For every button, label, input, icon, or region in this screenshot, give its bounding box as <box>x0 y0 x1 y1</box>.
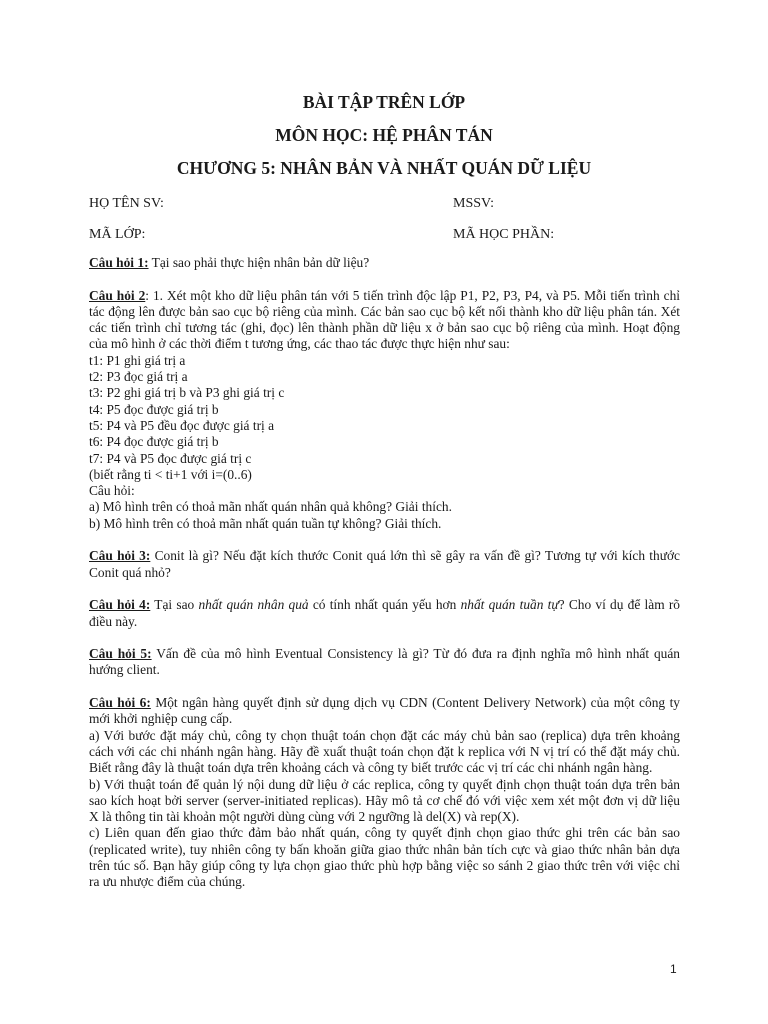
question-6 <box>89 695 680 728</box>
q2-question-heading: Câu hỏi: <box>89 483 135 499</box>
course-title: MÔN HỌC: HỆ PHÂN TÁN <box>275 125 493 145</box>
q2-note: (biết rằng ti < ti+1 với i=(0..6) <box>89 466 252 482</box>
question-4-text: ? Cho ví dụ để làm rõ điều này. <box>89 597 680 629</box>
question-5 <box>89 646 680 679</box>
question-6-intro: Một ngân hàng quyết định sử dụng dịch vụ CDN (Content Delivery Network) của một công ty mới khởi nghiệp cung cấp. <box>89 695 680 727</box>
questions-content <box>89 255 680 891</box>
question-1 <box>89 255 680 271</box>
question-4-label: Câu hỏi 4: <box>89 597 151 613</box>
question-4-text: có tính nhất quán yếu hơn <box>308 597 461 613</box>
question-3 <box>89 548 680 581</box>
q2-step: t7: P4 và P5 đọc được giá trị c <box>89 450 252 466</box>
question-4-emphasis: nhất quán nhân quả <box>198 597 309 613</box>
q2-step: t3: P2 ghi giá trị b và P3 ghi giá trị c <box>89 385 285 401</box>
question-1-text: Tại sao phải thực hiện nhân bản dữ liệu? <box>148 255 370 270</box>
q2-step: t2: P3 đọc giá trị a <box>89 369 188 385</box>
q6-part-a: a) Với bước đặt máy chủ, công ty chọn thuật toán chọn đặt các máy chủ bản sao (replica) dựa trên khoảng cách với các chi nhánh ngân hàng. Hãy đề xuất thuật toán chọn đặt k replica với N vị trí có thể đặt máy chủ. Biết rằng đây là thuật toán dựa trên khoảng cách và công ty biết trước các vị trí các chi nhánh ngân hàng. <box>89 727 680 776</box>
question-3-label: Câu hỏi 3: <box>89 548 151 564</box>
question-2-intro: : 1. Xét một kho dữ liệu phân tán với 5 tiến trình độc lập P1, P2, P3, P4, và P5. Mỗi tiến trình chỉ tác động lên được bản sao cục bộ riêng của mình. Các bản sao cục bộ kết nối thành kho dữ liệu phân tán. Xét các tiến trình chỉ tương tác (ghi, đọc) lên thành phần dữ liệu x ở bản sao cục bộ riêng của mình. Hoạt động của mô hình ở các thời điểm t tương ứng, các thao tác được thực hiện như sau: <box>89 287 680 352</box>
question-4-text: Tại sao <box>150 597 199 613</box>
question-5-text: Vấn đề của mô hình Eventual Consistency là gì? Từ đó đưa ra định nghĩa mô hình nhất quán hướng client. <box>89 646 680 678</box>
course-code-field: MÃ HỌC PHẦN: <box>453 227 555 242</box>
question-4 <box>89 597 680 630</box>
question-5-label: Câu hỏi 5: <box>89 646 152 662</box>
student-name-field: HỌ TÊN SV: <box>89 196 164 211</box>
class-code-field: MÃ LỚP: <box>89 227 146 242</box>
q2-step: t6: P4 đọc được giá trị b <box>89 434 219 450</box>
question-6-label: Câu hỏi 6: <box>89 695 151 711</box>
q2-step: t1: P1 ghi giá trị a <box>89 352 186 368</box>
question-3-text: Conit là gì? Nếu đặt kích thước Conit quá lớn thì sẽ gây ra vấn đề gì? Tương tự với kích thước Conit quá nhỏ? <box>89 548 680 580</box>
question-2 <box>89 288 680 353</box>
q2-subquestion-b: b) Mô hình trên có thoả mãn nhất quán tuần tự không? Giải thích. <box>89 515 442 531</box>
q2-step: t4: P5 đọc được giá trị b <box>89 401 219 417</box>
page-number: 1 <box>670 962 677 976</box>
doc-title: BÀI TẬP TRÊN LỚP <box>302 92 466 112</box>
chapter-title: CHƯƠNG 5: NHÂN BẢN VÀ NHẤT QUÁN DỮ LIỆU <box>176 158 592 178</box>
question-1-label: Câu hỏi 1: <box>89 255 149 270</box>
student-id-field: MSSV: <box>453 196 494 211</box>
question-4-emphasis: nhất quán tuần tự <box>460 597 559 613</box>
q2-step: t5: P4 và P5 đều đọc được giá trị a <box>89 417 275 433</box>
q2-subquestion-a: a) Mô hình trên có thoả mãn nhất quán nhân quả không? Giải thích. <box>89 499 452 515</box>
q6-part-c: c) Liên quan đến giao thức đảm bảo nhất quán, công ty quyết định chọn giao thức ghi trên các bản sao (replicated write), tuy nhiên công ty bấn khoăn giữa giao thức nhân bản tích cực và giao thức nhân bản dựa trên túc số. Bạn hãy giúp công ty lựa chọn giao thức phù hợp bằng việc so sánh 2 giao thức trên với việc chỉ ra ưu nhược điểm của chúng. <box>89 825 680 890</box>
q6-part-b: b) Với thuật toán để quản lý nội dung dữ liệu ở các replica, công ty quyết định chọn thuật toán dựa trên bản sao kích hoạt bởi server (server-initiated replicas). Hãy mô tả cơ chế đó với việc xem xét một đơn vị dữ liệu X là thông tin tài khoản một người dùng cùng với 2 ngưỡng là del(X) và rep(X). <box>89 776 680 825</box>
question-2-label: Câu hỏi 2 <box>89 287 146 303</box>
